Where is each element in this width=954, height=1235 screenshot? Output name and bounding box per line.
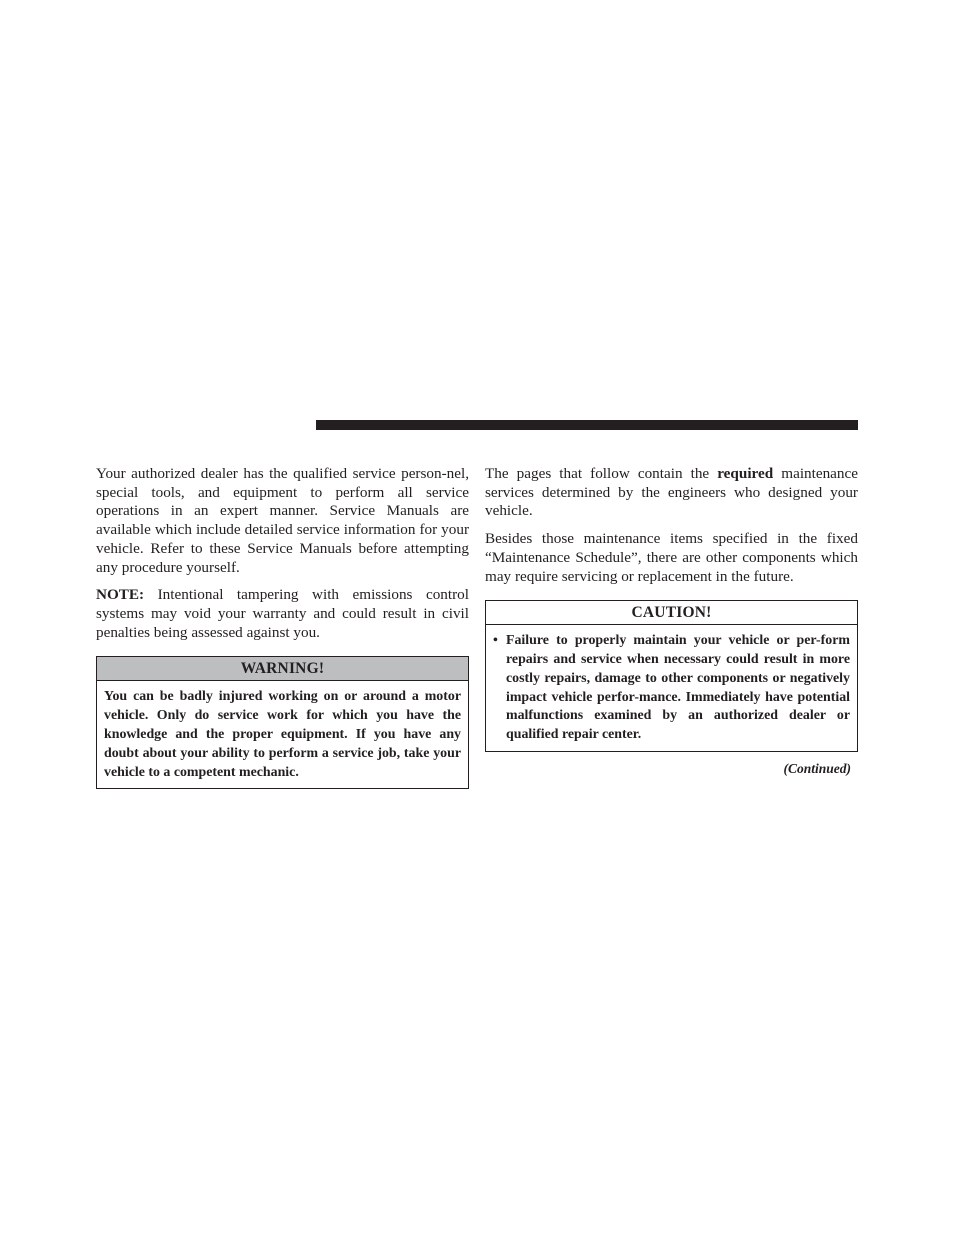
section-header-rule — [316, 420, 858, 430]
caution-list-item — [493, 632, 850, 745]
warning-title: WARNING! — [97, 657, 468, 681]
note-paragraph — [96, 586, 469, 642]
required-maintenance-paragraph — [485, 465, 858, 521]
warning-text: You can be badly injured working on or around a motor vehicle. Only do service work for which you have the knowledge and the proper equipment. If you have any doubt about your ability to perform a service job, take your vehicle to a competent mechanic. — [104, 689, 461, 780]
right-column — [485, 465, 858, 777]
required-emphasis: required — [717, 465, 774, 482]
required-text-after: maintenance services determined by the engineers who designed your vehicle. — [485, 465, 858, 520]
dealer-service-paragraph: Your authorized dealer has the qualified service person-nel, special tools, and equipment to perform all service operations in an expert manner. Service Manuals are available which include detailed service information for your vehicle. Refer to these Service Manuals before attempting any procedure yourself. — [96, 465, 469, 576]
caution-box — [485, 600, 858, 752]
caution-text: Failure to properly maintain your vehicle or per-form repairs and service when necessary could result in more costly repairs, damage to other components or negatively impact vehicle perfor-mance. Immediately have potential malfunctions examined by an authorized dealer or qualified repair center. — [506, 633, 850, 743]
caution-body — [486, 625, 857, 751]
caution-title: CAUTION! — [486, 601, 857, 625]
other-components-paragraph: Besides those maintenance items specified in the fixed “Maintenance Schedule”, there are other components which may require servicing or replacement in the future. — [485, 530, 858, 585]
required-text-before: The pages that follow contain the — [485, 465, 718, 482]
left-column — [96, 465, 469, 789]
warning-box — [96, 656, 469, 789]
bullet-icon: • — [493, 633, 498, 649]
note-label: NOTE: — [96, 586, 145, 604]
continued-label: (Continued) — [783, 761, 851, 776]
note-text: Intentional tampering with emissions control systems may void your warranty and could result in civil penalties being assessed against you. — [96, 586, 469, 641]
